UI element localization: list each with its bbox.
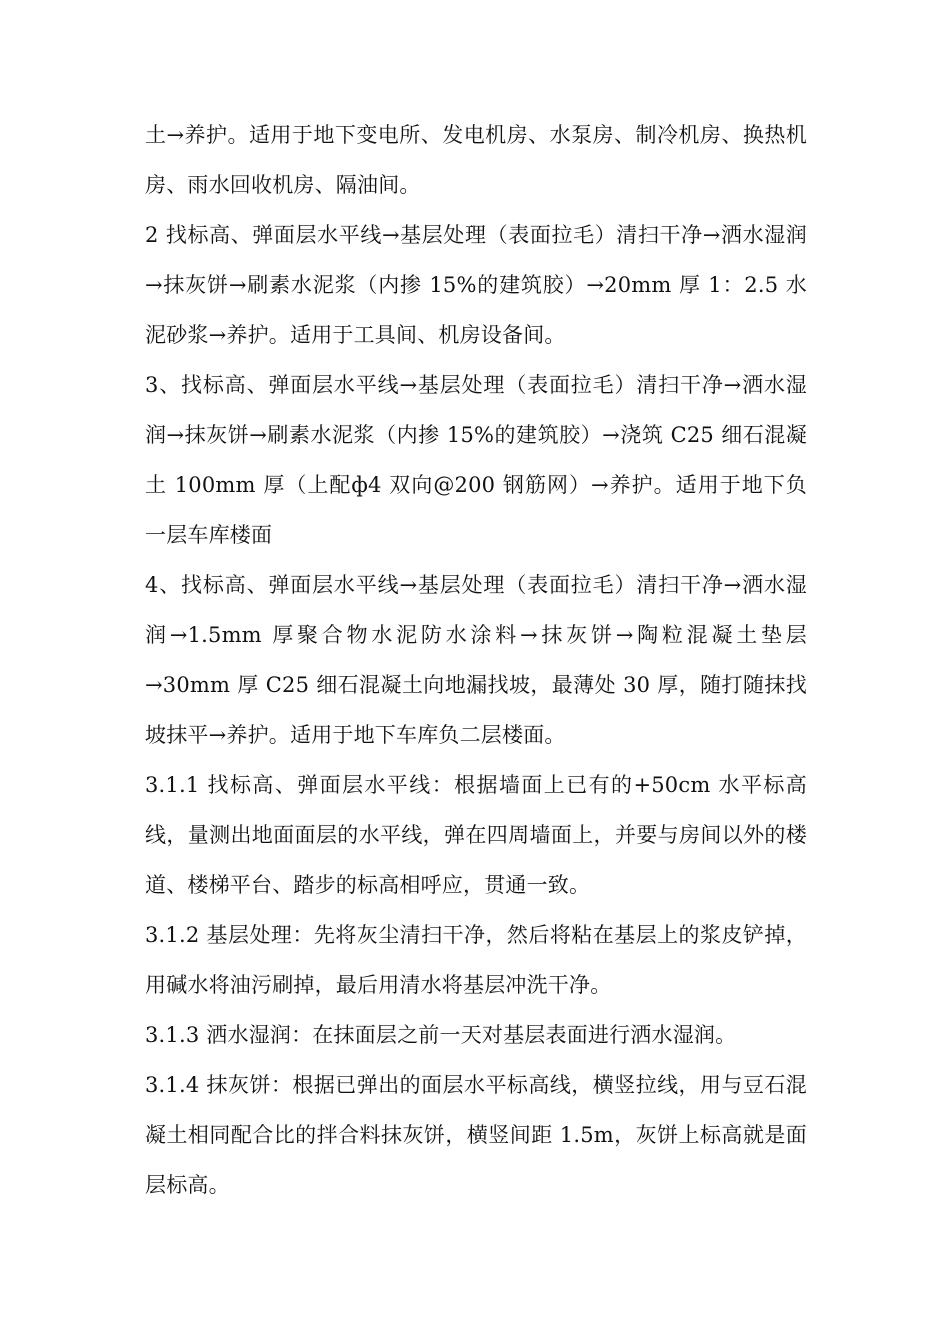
paragraph-section-3-1-3: 3.1.3 洒水湿润：在抹面层之前一天对基层表面进行洒水湿润。 xyxy=(145,1023,737,1047)
paragraph-continuation: 土→养护。适用于地下变电所、发电机房、水泵房、制冷机房、换热机房、雨水回收机房、隔油间。 xyxy=(145,123,807,197)
paragraph-section-3-1-2: 3.1.2 基层处理：先将灰尘清扫干净，然后将粘在基层上的浆皮铲掉，用碱水将油污刷掉，最后用清水将基层冲洗干净。 xyxy=(145,923,807,997)
paragraph-item-2: 2 找标高、弹面层水平线→基层处理（表面拉毛）清扫干净→洒水湿润→抹灰饼→刷素水泥浆（内掺 15%的建筑胶）→20mm 厚 1：2.5 水泥砂浆→养护。适用于工具间、机房设备间。 xyxy=(145,223,807,347)
paragraph-section-3-1-4: 3.1.4 抹灰饼：根据已弹出的面层水平标高线，横竖拉线，用与豆石混凝土相同配合比的拌合料抹灰饼，横竖间距 1.5m，灰饼上标高就是面层标高。 xyxy=(145,1073,807,1197)
paragraph-section-3-1-1: 3.1.1 找标高、弹面层水平线：根据墙面上已有的+50cm 水平标高线，量测出地面面层的水平线，弹在四周墙面上，并要与房间以外的楼道、楼梯平台、踏步的标高相呼应，贯通一致。 xyxy=(145,773,807,897)
paragraph-item-4: 4、找标高、弹面层水平线→基层处理（表面拉毛）清扫干净→洒水湿润→1.5mm 厚聚合物水泥防水涂料→抹灰饼→陶粒混凝土垫层→30mm 厚 C25 细石混凝土向地漏找坡，最薄处 30 厚，随打随抹找坡抹平→养护。适用于地下车库负二层楼面。 xyxy=(145,573,807,747)
document-page xyxy=(145,110,807,1210)
paragraph-item-3: 3、找标高、弹面层水平线→基层处理（表面拉毛）清扫干净→洒水湿润→抹灰饼→刷素水泥浆（内掺 15%的建筑胶）→浇筑 C25 细石混凝土 100mm 厚（上配ф4 双向@200 钢筋网）→养护。适用于地下负一层车库楼面 xyxy=(145,373,807,547)
